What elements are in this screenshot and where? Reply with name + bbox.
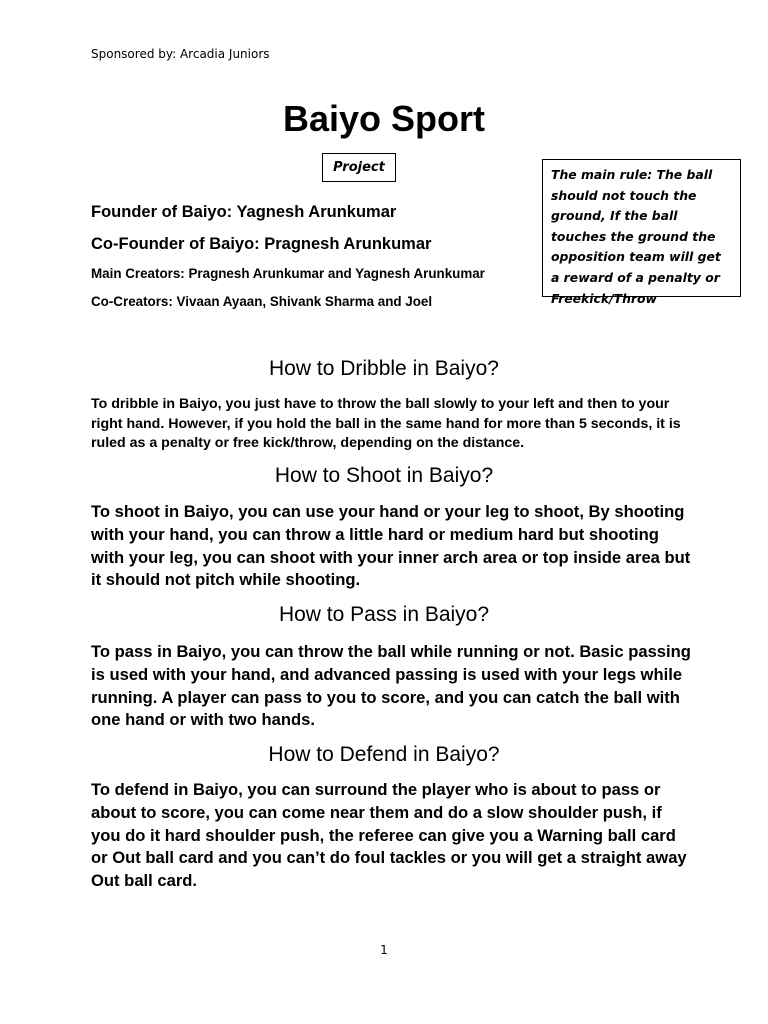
section-heading-shoot: How to Shoot in Baiyo?	[274, 464, 494, 487]
main-rule-callout: The main rule: The ball should not touch the ground, If the ball touches the ground the opposition team will get a reward of a penalty or Freekick/Throw	[542, 159, 741, 297]
section-body-defend: To defend in Baiyo, you can surround the player who is about to pass or about to score, you can come near them and do a slow shoulder push, if you do it hard shoulder push, the referee can give you a Warning ball card or Out ball card and you can’t do foul tackles or you will get a straight away Out ball card.	[91, 780, 687, 891]
co-creators-line: Co-Creators: Vivaan Ayaan, Shivank Sharma and Joel	[91, 294, 433, 309]
section-body-dribble: To dribble in Baiyo, you just have to throw the ball slowly to your left and then to your right hand. However, if you hold the ball in the same hand for more than 5 seconds, it is ruled as a penalty or free kick/throw, depending on the distance.	[91, 396, 681, 451]
section-body-pass: To pass in Baiyo, you can throw the ball while running or not. Basic passing is used with your hand, and advanced passing is used with your legs while running. A player can pass to you to score, and you can catch the ball with one hand or with two hands.	[91, 642, 691, 730]
founder-line: Founder of Baiyo: Yagnesh Arunkumar	[91, 203, 397, 221]
page-number: 1	[380, 943, 388, 957]
main-creators-line: Main Creators: Pragnesh Arunkumar and Yagnesh Arunkumar	[91, 266, 485, 281]
co-founder-line: Co-Founder of Baiyo: Pragnesh Arunkumar	[91, 235, 432, 253]
section-heading-pass: How to Pass in Baiyo?	[278, 603, 490, 626]
sponsor-line: Sponsored by: Arcadia Juniors	[91, 47, 270, 61]
section-body-shoot: To shoot in Baiyo, you can use your hand or your leg to shoot, By shooting with your hand, you can throw a little hard or medium hard but shooting with your leg, you can shoot with your inner arch area or top inside area but it should not pitch while shooting.	[91, 502, 691, 590]
project-badge: Project	[322, 153, 396, 182]
section-heading-dribble: How to Dribble in Baiyo?	[269, 357, 499, 380]
section-heading-defend: How to Defend in Baiyo?	[268, 743, 500, 766]
document-title: Baiyo Sport	[282, 98, 486, 139]
